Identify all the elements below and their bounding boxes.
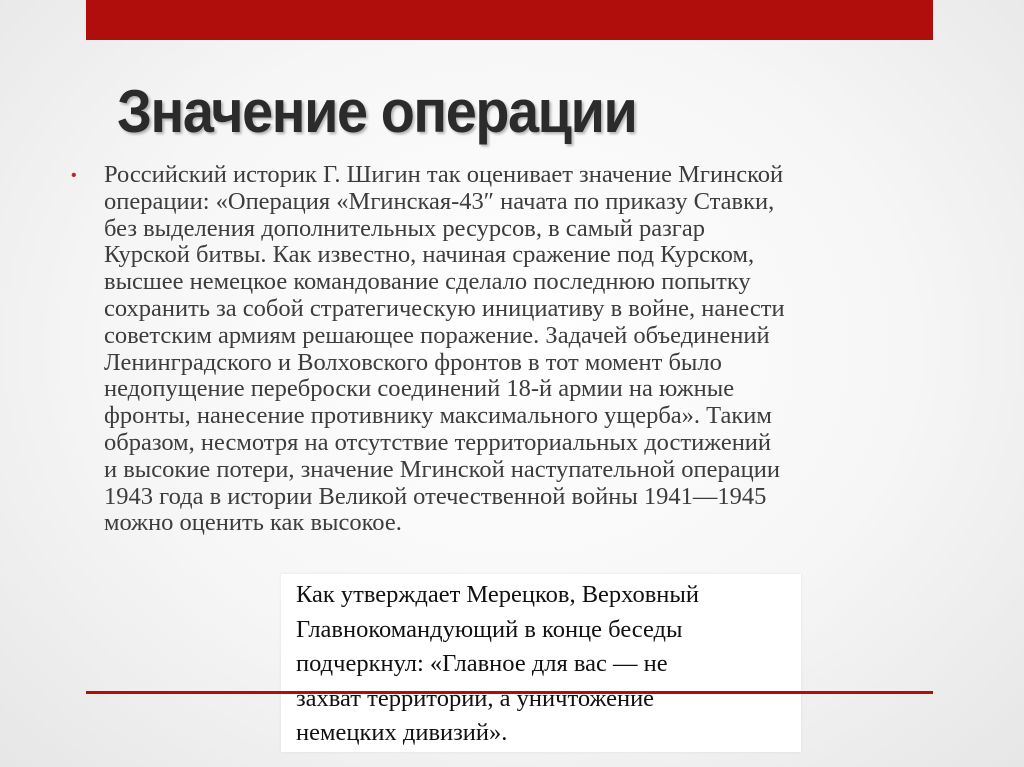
quote-line: немецких дивизий». xyxy=(296,719,508,746)
quote-line: Как утверждает Мерецков, Верховный xyxy=(296,581,699,608)
quote-text xyxy=(296,578,699,751)
body-line: советским армиям решающее поражение. Задачей объединений xyxy=(104,321,770,349)
body-line: можно оценить как высокое. xyxy=(104,509,402,537)
body-line: Ленинградского и Волховского фронтов в тот момент было xyxy=(104,348,722,376)
body-line: сохранить за собой стратегическую инициативу в войне, нанести xyxy=(104,294,785,322)
top-accent-bar xyxy=(86,0,933,40)
quote-line: захват территории, а уничтожение xyxy=(296,684,655,712)
body-line: образом, несмотря на отсутствие территориальных достижений xyxy=(104,428,772,456)
body-paragraph xyxy=(104,162,914,537)
body-line: 1943 года в истории Великой отечественной войны 1941—1945 xyxy=(104,482,767,510)
body-line: операции: «Операция «Мгинская-43″ начата по приказу Ставки, xyxy=(104,187,775,215)
bullet-marker: • xyxy=(71,167,77,184)
quote-line: Главнокомандующий в конце беседы xyxy=(296,615,683,643)
body-line: и высокие потери, значение Мгинской наступательной операции xyxy=(104,455,780,483)
body-line: Российский историк Г. Шигин так оценивает значение Мгинской xyxy=(104,161,784,188)
body-line: фронты, нанесение противнику максимального ущерба». Таким xyxy=(104,402,772,430)
body-line: недопущение переброски соединений 18-й армии на южные xyxy=(104,375,735,403)
body-line: высшее немецкое командование сделало последнюю попытку xyxy=(104,268,751,296)
body-line: без выделения дополнительных ресурсов, в самый разгар xyxy=(104,214,705,242)
quote-line: подчеркнул: «Главное для вас — не xyxy=(296,650,668,677)
slide-title: Значение операции xyxy=(117,78,637,145)
body-line: Курской битвы. Как известно, начиная сражение под Курском, xyxy=(104,241,755,269)
